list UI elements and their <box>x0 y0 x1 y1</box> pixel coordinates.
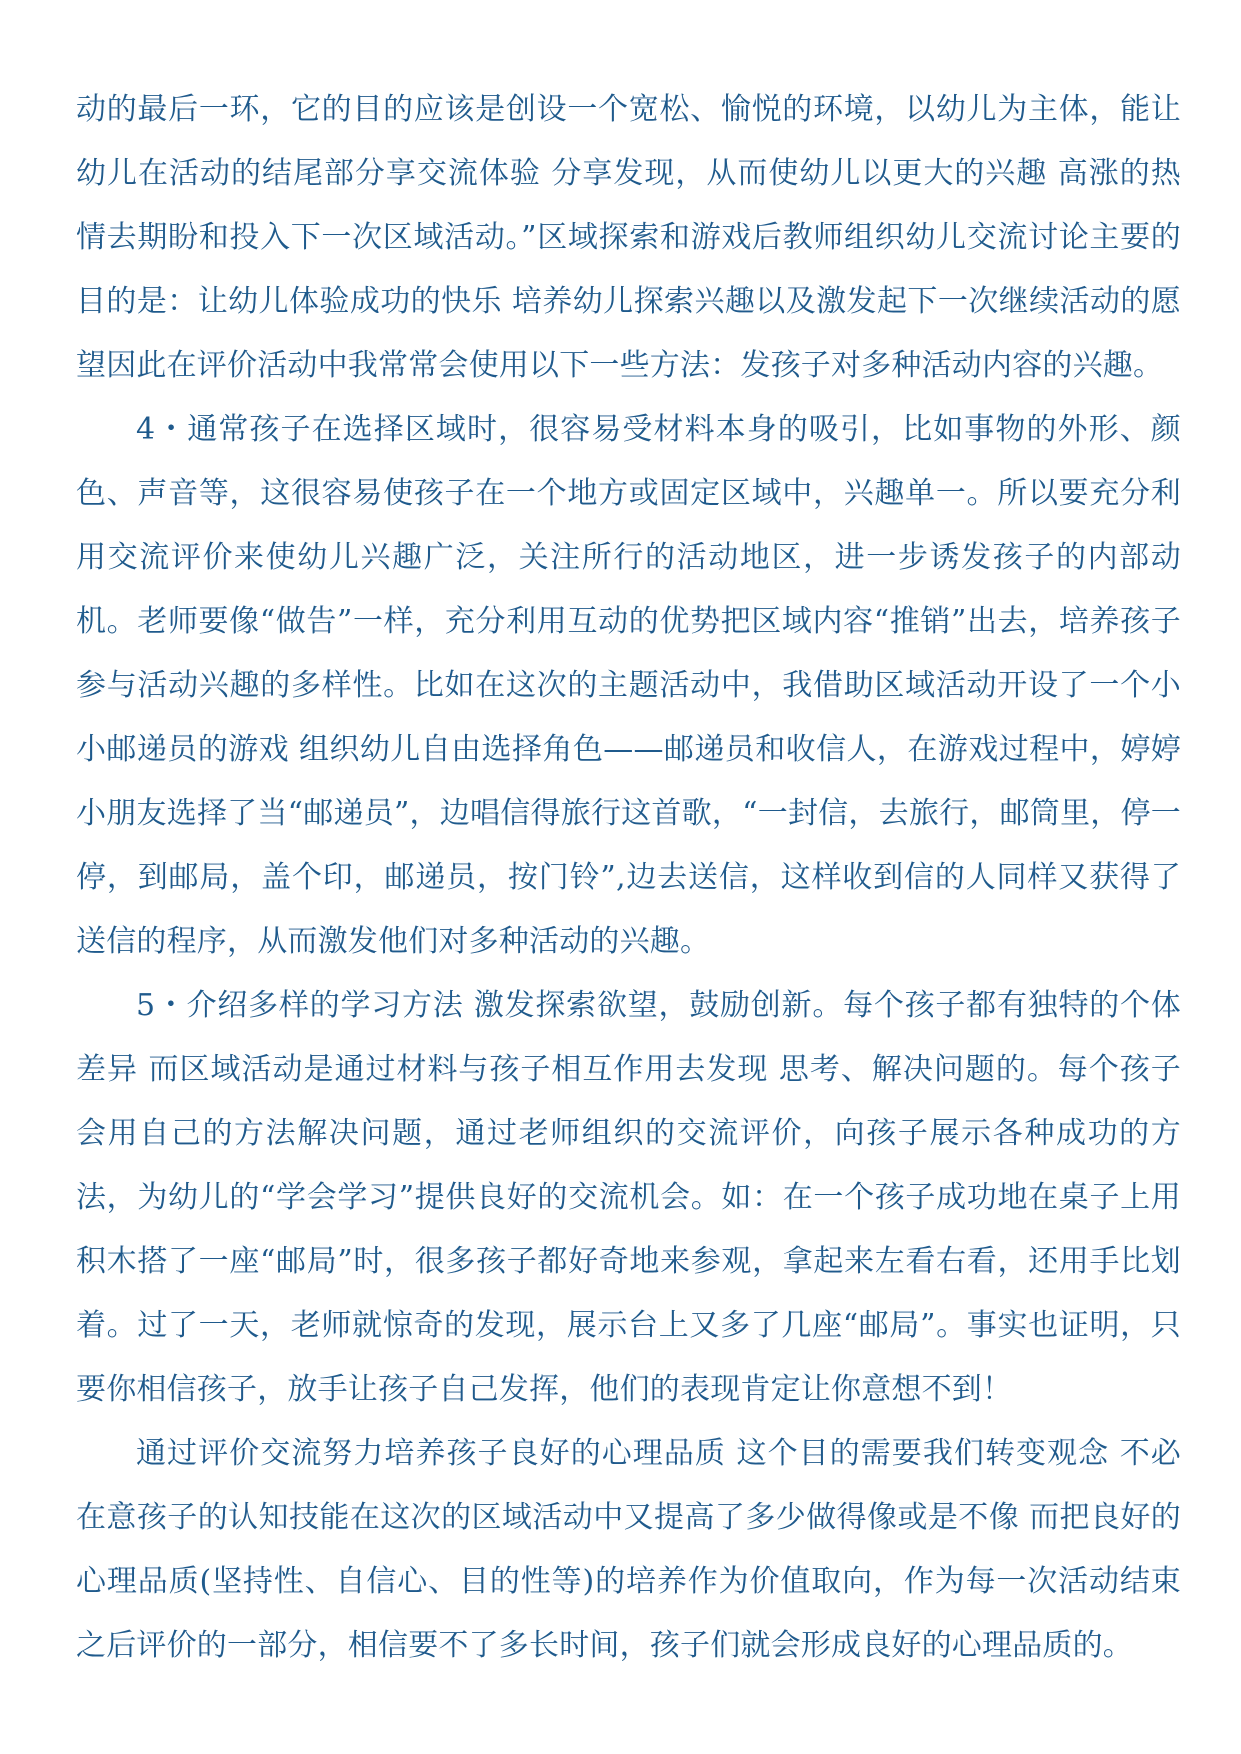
paragraph-continuation: 动的最后一环，它的目的应该是创设一个宽松、愉悦的环境，以幼儿为主体，能让幼儿在活动的结尾部分享交流体验 分享发现，从而使幼儿以更大的兴趣 高涨的热情去期盼和投入下一次区域活动。”区域探索和游戏后教师组织幼儿交流讨论主要的目的是：让幼儿体验成功的快乐 培养幼儿探索兴趣以及激发起下一次继续活动的愿望因此在评价活动中我常常会使用以下一些方法：发孩子对多种活动内容的兴趣。 <box>76 92 1181 383</box>
paragraph-conclusion: 通过评价交流努力培养孩子良好的心理品质 这个目的需要我们转变观念 不必在意孩子的认知技能在这次的区域活动中又提高了多少做得像或是不像 而把良好的心理品质(坚持性、自信心、目的性等)的培养作为价值取向，作为每一次活动结束之后评价的一部分，相信要不了多长时间，孩子们就会形成良好的心理品质的。 <box>76 1436 1181 1663</box>
document-page <box>76 78 1181 1678</box>
paragraph-item-4: 4・通常孩子在选择区域时，很容易受材料本身的吸引，比如事物的外形、颜色、声音等，这很容易使孩子在一个地方或固定区域中，兴趣单一。所以要充分利用交流评价来使幼儿兴趣广泛，关注所行的活动地区，进一步诱发孩子的内部动机。老师要像“做告”一样，充分利用互动的优势把区域内容“推销”出去，培养孩子参与活动兴趣的多样性。比如在这次的主题活动中，我借助区域活动开设了一个小小邮递员的游戏 组织幼儿自由选择角色——邮递员和收信人，在游戏过程中，婷婷小朋友选择了当“邮递员”，边唱信得旅行这首歌，“一封信，去旅行，邮筒里，停一停，到邮局，盖个印，邮递员，按门铃”,边去送信，这样收到信的人同样又获得了送信的程序，从而激发他们对多种活动的兴趣。 <box>76 412 1181 959</box>
paragraph-item-5: 5・介绍多样的学习方法 激发探索欲望，鼓励创新。每个孩子都有独特的个体差异 而区域活动是通过材料与孩子相互作用去发现 思考、解决问题的。每个孩子会用自己的方法解决问题，通过老师组织的交流评价，向孩子展示各种成功的方法，为幼儿的“学会学习”提供良好的交流机会。如：在一个孩子成功地在桌子上用积木搭了一座“邮局”时，很多孩子都好奇地来参观，拿起来左看右看，还用手比划着。过了一天，老师就惊奇的发现，展示台上又多了几座“邮局”。事实也证明，只要你相信孩子，放手让孩子自己发挥，他们的表现肯定让你意想不到！ <box>76 988 1181 1407</box>
